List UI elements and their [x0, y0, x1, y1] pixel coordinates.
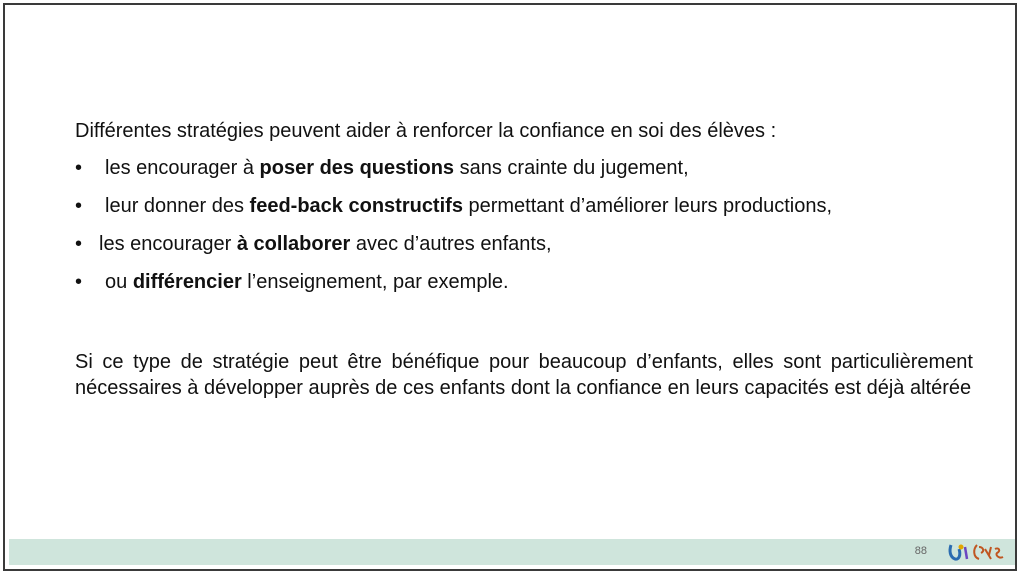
bullet-emphasis: différencier: [132, 271, 242, 293]
list-item: [75, 155, 832, 193]
slide: [3, 3, 1017, 571]
bullet-emphasis: feed-back constructifs: [249, 195, 463, 217]
list-item: [75, 269, 832, 307]
bullet-icon: •: [75, 233, 83, 255]
bullet-text: l’enseignement, par exemple.: [241, 271, 509, 293]
bullet-icon: •: [75, 195, 83, 217]
bullet-text: les encourager à: [105, 157, 260, 179]
bullet-text: sans crainte du jugement,: [454, 157, 689, 179]
bullet-text: ou: [105, 271, 133, 293]
footer-bar: [9, 539, 1015, 565]
bullet-emphasis: poser des questions: [259, 157, 455, 179]
bullet-emphasis: à collaborer: [236, 233, 351, 255]
intro-text: Différentes stratégies peuvent aider à renforcer la confiance en soi des élèves :: [75, 120, 777, 142]
list-item: [75, 193, 832, 231]
bullet-text: les encourager: [99, 233, 237, 255]
list-item: [75, 231, 832, 269]
bullet-icon: •: [75, 157, 83, 179]
page-number: 88: [914, 545, 927, 557]
conclusion-paragraph: Si ce type de stratégie peut être bénéfique pour beaucoup d’enfants, elles sont particulièrement nécessaires à développer auprès de ces enfants dont la confiance en leurs capacités est déjà altérée: [75, 351, 973, 399]
bullet-text: permettant d’améliorer leurs productions,: [462, 195, 832, 217]
bullet-text: leur donner des: [105, 195, 250, 217]
bullet-text: avec d’autres enfants,: [350, 233, 552, 255]
strategy-list: [75, 155, 832, 307]
bullet-icon: •: [75, 271, 83, 293]
university-logo: [945, 541, 1005, 563]
